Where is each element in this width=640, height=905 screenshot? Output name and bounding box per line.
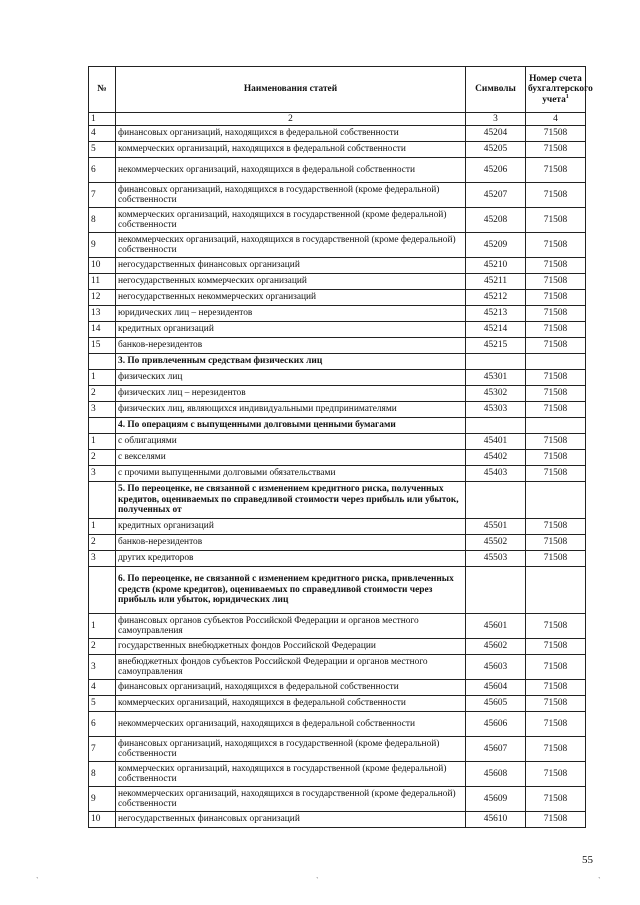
- row-name: некоммерческих организаций, находящихся в государственной (кроме федеральной) собственности: [116, 233, 466, 258]
- column-index-row: [89, 113, 586, 126]
- row-account: 71508: [526, 655, 586, 680]
- row-number: 2: [89, 450, 116, 466]
- column-index-2: 2: [116, 113, 466, 126]
- row-name: банков-нерезидентов: [116, 535, 466, 551]
- column-index-3: 3: [466, 113, 526, 126]
- row-symbol: 45215: [466, 338, 526, 354]
- table-row: [89, 762, 586, 787]
- row-number: 8: [89, 208, 116, 233]
- header-symbol: Символы: [466, 67, 526, 113]
- table-row: [89, 466, 586, 482]
- scan-speck: `: [598, 876, 601, 885]
- row-name: финансовых органов субъектов Российской Федерации и органов местного самоуправления: [116, 614, 466, 639]
- accounts-table: [88, 66, 593, 828]
- row-symbol: 45607: [466, 737, 526, 762]
- row-symbol: 45205: [466, 142, 526, 158]
- row-number: 9: [89, 233, 116, 258]
- table-row: [89, 290, 586, 306]
- table-body: [89, 126, 586, 828]
- row-account: 71508: [526, 680, 586, 696]
- row-account: 71508: [526, 233, 586, 258]
- row-name: 4. По операциям с выпущенными долговыми ценными бумагами: [116, 418, 466, 434]
- table-row: [89, 712, 586, 737]
- row-number: 1: [89, 370, 116, 386]
- row-symbol: 45503: [466, 551, 526, 567]
- row-account: 71508: [526, 290, 586, 306]
- row-symbol: 45206: [466, 158, 526, 183]
- table-row: [89, 126, 586, 142]
- row-number: 1: [89, 434, 116, 450]
- scan-speck: `: [36, 876, 39, 885]
- table-row: [89, 639, 586, 655]
- table-row: [89, 519, 586, 535]
- table-row: [89, 274, 586, 290]
- row-account: 71508: [526, 712, 586, 737]
- table-row: [89, 680, 586, 696]
- row-name: финансовых организаций, находящихся в государственной (кроме федеральной) собственности: [116, 183, 466, 208]
- row-name: финансовых организаций, находящихся в федеральной собственности: [116, 680, 466, 696]
- table-row: [89, 696, 586, 712]
- table-row: [89, 322, 586, 338]
- header-account-label: Номер счета бухгалтерского учета: [528, 73, 593, 105]
- row-symbol: 45603: [466, 655, 526, 680]
- row-number: 5: [89, 142, 116, 158]
- row-name: коммерческих организаций, находящихся в федеральной собственности: [116, 696, 466, 712]
- row-account: 71508: [526, 535, 586, 551]
- row-number: 13: [89, 306, 116, 322]
- row-symbol: 45501: [466, 519, 526, 535]
- row-number: 6: [89, 712, 116, 737]
- column-index-4: 4: [526, 113, 586, 126]
- row-name: коммерческих организаций, находящихся в государственной (кроме федеральной) собственности: [116, 208, 466, 233]
- row-number: [89, 354, 116, 370]
- section-row: [89, 482, 586, 519]
- row-account: 71508: [526, 386, 586, 402]
- row-account: [526, 567, 586, 614]
- row-symbol: 45402: [466, 450, 526, 466]
- row-number: 3: [89, 466, 116, 482]
- row-account: 71508: [526, 614, 586, 639]
- row-name: физических лиц: [116, 370, 466, 386]
- row-name: негосударственных некоммерческих организаций: [116, 290, 466, 306]
- row-number: 1: [89, 614, 116, 639]
- row-number: 4: [89, 126, 116, 142]
- table-row: [89, 338, 586, 354]
- row-name: физических лиц, являющихся индивидуальными предпринимателями: [116, 402, 466, 418]
- table-row: [89, 306, 586, 322]
- row-name: внебюджетных фондов субъектов Российской Федерации и органов местного самоуправления: [116, 655, 466, 680]
- row-number: 7: [89, 737, 116, 762]
- header-name: Наименования статей: [116, 67, 466, 113]
- row-name: физических лиц – нерезидентов: [116, 386, 466, 402]
- row-symbol: 45502: [466, 535, 526, 551]
- row-number: 2: [89, 386, 116, 402]
- row-name: коммерческих организаций, находящихся в государственной (кроме федеральной) собственности: [116, 762, 466, 787]
- row-symbol: 45604: [466, 680, 526, 696]
- row-symbol: 45609: [466, 787, 526, 812]
- row-account: [526, 418, 586, 434]
- table-row: [89, 183, 586, 208]
- table-row: [89, 142, 586, 158]
- row-symbol: [466, 567, 526, 614]
- header-num: №: [89, 67, 116, 113]
- row-account: 71508: [526, 322, 586, 338]
- table-row: [89, 812, 586, 828]
- row-name: некоммерческих организаций, находящихся в федеральной собственности: [116, 158, 466, 183]
- row-symbol: 45602: [466, 639, 526, 655]
- row-account: 71508: [526, 338, 586, 354]
- header-account: [526, 67, 593, 113]
- table-row: [89, 434, 586, 450]
- row-name: некоммерческих организаций, находящихся в государственной (кроме федеральной) собственности: [116, 787, 466, 812]
- row-number: 5: [89, 696, 116, 712]
- section-row: [89, 354, 586, 370]
- row-account: 71508: [526, 762, 586, 787]
- row-symbol: 45401: [466, 434, 526, 450]
- row-account: 71508: [526, 434, 586, 450]
- row-account: 71508: [526, 639, 586, 655]
- row-name: коммерческих организаций, находящихся в федеральной собственности: [116, 142, 466, 158]
- row-number: 10: [89, 812, 116, 828]
- row-symbol: 45608: [466, 762, 526, 787]
- row-symbol: [466, 354, 526, 370]
- row-account: 71508: [526, 737, 586, 762]
- row-symbol: 45301: [466, 370, 526, 386]
- row-name: с облигациями: [116, 434, 466, 450]
- row-symbol: 45207: [466, 183, 526, 208]
- column-index-1: 1: [89, 113, 116, 126]
- table-row: [89, 787, 586, 812]
- row-symbol: 45605: [466, 696, 526, 712]
- row-account: 71508: [526, 158, 586, 183]
- row-account: 71508: [526, 466, 586, 482]
- row-name: финансовых организаций, находящихся в федеральной собственности: [116, 126, 466, 142]
- row-name: государственных внебюджетных фондов Российской Федерации: [116, 639, 466, 655]
- table-header-row: [89, 67, 586, 113]
- row-name: 6. По переоценке, не связанной с изменением кредитного риска, привлеченных средств (кроме кредитов), оцениваемых по справедливой стоимости через прибыль или убыток, юридических лиц: [116, 567, 466, 614]
- row-number: 2: [89, 639, 116, 655]
- row-account: 71508: [526, 787, 586, 812]
- table-row: [89, 258, 586, 274]
- row-name: финансовых организаций, находящихся в государственной (кроме федеральной) собственности: [116, 737, 466, 762]
- row-number: 8: [89, 762, 116, 787]
- section-row: [89, 567, 586, 614]
- row-name: 3. По привлеченным средствам физических лиц: [116, 354, 466, 370]
- row-name: с прочими выпущенными долговыми обязательствами: [116, 466, 466, 482]
- row-symbol: 45302: [466, 386, 526, 402]
- table-row: [89, 655, 586, 680]
- row-account: 71508: [526, 274, 586, 290]
- table-row: [89, 233, 586, 258]
- section-row: [89, 418, 586, 434]
- row-symbol: 45211: [466, 274, 526, 290]
- table-row: [89, 737, 586, 762]
- row-symbol: 45403: [466, 466, 526, 482]
- row-symbol: 45303: [466, 402, 526, 418]
- row-number: [89, 418, 116, 434]
- row-account: [526, 354, 586, 370]
- table-row: [89, 551, 586, 567]
- row-symbol: [466, 418, 526, 434]
- row-symbol: [466, 482, 526, 519]
- row-name: негосударственных коммерческих организаций: [116, 274, 466, 290]
- row-account: 71508: [526, 258, 586, 274]
- row-symbol: 45209: [466, 233, 526, 258]
- row-name: негосударственных финансовых организаций: [116, 258, 466, 274]
- row-account: 71508: [526, 142, 586, 158]
- row-number: [89, 567, 116, 614]
- scan-speck: `: [316, 876, 319, 885]
- row-name: других кредиторов: [116, 551, 466, 567]
- table-row: [89, 386, 586, 402]
- row-account: [526, 482, 586, 519]
- row-symbol: 45212: [466, 290, 526, 306]
- row-symbol: 45204: [466, 126, 526, 142]
- row-account: 71508: [526, 306, 586, 322]
- row-account: 71508: [526, 183, 586, 208]
- row-name: юридических лиц – нерезидентов: [116, 306, 466, 322]
- table-row: [89, 208, 586, 233]
- row-number: 9: [89, 787, 116, 812]
- row-number: 4: [89, 680, 116, 696]
- row-symbol: 45210: [466, 258, 526, 274]
- row-number: 11: [89, 274, 116, 290]
- row-account: 71508: [526, 696, 586, 712]
- row-name: кредитных организаций: [116, 519, 466, 535]
- row-symbol: 45214: [466, 322, 526, 338]
- row-account: 71508: [526, 370, 586, 386]
- table-row: [89, 158, 586, 183]
- row-name: банков-нерезидентов: [116, 338, 466, 354]
- row-number: 3: [89, 402, 116, 418]
- row-account: 71508: [526, 126, 586, 142]
- table-row: [89, 535, 586, 551]
- table-row: [89, 450, 586, 466]
- row-account: 71508: [526, 450, 586, 466]
- page-number: 55: [582, 854, 593, 866]
- row-number: 15: [89, 338, 116, 354]
- row-number: 3: [89, 655, 116, 680]
- row-number: 6: [89, 158, 116, 183]
- row-name: негосударственных финансовых организаций: [116, 812, 466, 828]
- row-account: 71508: [526, 551, 586, 567]
- row-number: 10: [89, 258, 116, 274]
- row-symbol: 45208: [466, 208, 526, 233]
- row-name: с векселями: [116, 450, 466, 466]
- row-account: 71508: [526, 519, 586, 535]
- table-row: [89, 370, 586, 386]
- footnote-marker: 1: [565, 93, 569, 100]
- row-account: 71508: [526, 812, 586, 828]
- row-name: 5. По переоценке, не связанной с изменением кредитного риска, полученных кредитов, оцениваемых по справедливой стоимости через прибыль или убыток, полученных от: [116, 482, 466, 519]
- row-symbol: 45610: [466, 812, 526, 828]
- row-number: 3: [89, 551, 116, 567]
- row-symbol: 45601: [466, 614, 526, 639]
- row-name: кредитных организаций: [116, 322, 466, 338]
- row-number: 1: [89, 519, 116, 535]
- row-number: 2: [89, 535, 116, 551]
- table-row: [89, 614, 586, 639]
- row-name: некоммерческих организаций, находящихся в федеральной собственности: [116, 712, 466, 737]
- row-account: 71508: [526, 402, 586, 418]
- row-number: 7: [89, 183, 116, 208]
- row-symbol: 45213: [466, 306, 526, 322]
- table-row: [89, 402, 586, 418]
- row-number: [89, 482, 116, 519]
- row-account: 71508: [526, 208, 586, 233]
- row-number: 14: [89, 322, 116, 338]
- row-symbol: 45606: [466, 712, 526, 737]
- row-number: 12: [89, 290, 116, 306]
